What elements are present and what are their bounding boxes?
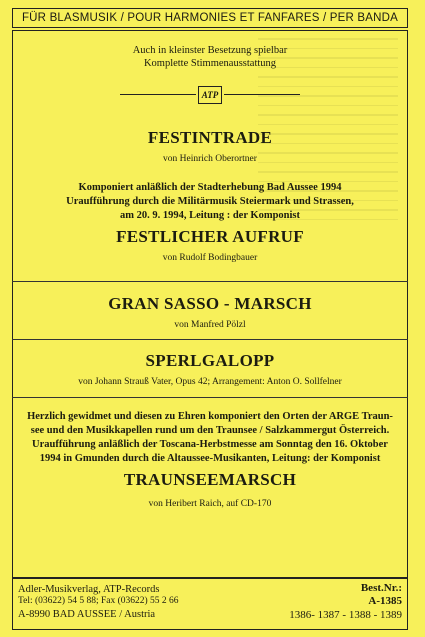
order-label: Best.Nr.:	[360, 582, 402, 594]
publisher-name: Adler-Musikverlag, ATP-Records	[18, 584, 160, 595]
note-line: Uraufführung durch die Militärmusik Steiermark und Strassen,	[66, 196, 354, 207]
note-line: Komponiert anläßlich der Stadterhebung Bad Aussee 1994	[78, 182, 342, 193]
order-range: 1386- 1387 - 1388 - 1389	[289, 609, 402, 621]
work-composer-festlicher-aufruf: von Rudolf Bodingbauer	[162, 253, 258, 263]
logo-rule-left	[120, 94, 196, 95]
note-line: Uraufführung anläßlich der Toscana-Herbstmesse am Sonntag den 16. Oktober	[32, 439, 388, 450]
intro-line-2: Komplette Stimmenausstattung	[143, 58, 277, 69]
publisher-info	[18, 584, 179, 621]
work-title-gran-sasso: GRAN SASSO - MARSCH	[108, 294, 312, 313]
work-title-festlicher-aufruf: FESTLICHER AUFRUF	[116, 227, 304, 246]
work-composer-sperlgalopp: von Johann Strauß Vater, Opus 42; Arrangement: Anton O. Sollfelner	[78, 377, 342, 387]
note-line: see und den Musikkapellen rund um den Traunsee / Salzkammergut Österreich.	[30, 425, 390, 436]
work-title-sperlgalopp: SPERLGALOPP	[145, 351, 275, 370]
order-number: A-1385	[368, 594, 402, 607]
separator	[12, 339, 408, 340]
note-line: am 20. 9. 1994, Leitung : der Komponist	[119, 210, 301, 221]
separator	[12, 397, 408, 398]
banner: FÜR BLASMUSIK / POUR HARMONIES ET FANFARES / PER BANDA	[12, 8, 408, 28]
work-composer-gran-sasso: von Manfred Pölzl	[174, 320, 246, 330]
work-title-traunseemarsch: TRAUNSEEMARSCH	[123, 470, 297, 489]
publisher-address: A-8990 BAD AUSSEE / Austria	[18, 609, 156, 620]
intro-line-1: Auch in kleinster Besetzung spielbar	[132, 45, 288, 56]
publisher-phone: Tel: (03622) 54 5 88; Fax (03622) 55 2 66	[18, 595, 179, 606]
logo-rule-right	[224, 94, 300, 95]
note-line: Herzlich gewidmet und diesen zu Ehren komponiert den Orten der ARGE Traun-	[27, 411, 393, 422]
work-title-festintrade: FESTINTRADE	[147, 128, 273, 147]
order-info	[270, 582, 402, 622]
note-line: 1994 in Gmunden durch die Altaussee-Musikanten, Leitung: der Komponist	[39, 453, 381, 464]
separator	[12, 281, 408, 282]
publisher-logo: ATP	[198, 86, 222, 104]
work-composer-traunseemarsch: von Heribert Raich, auf CD-170	[148, 499, 272, 509]
work-composer-festintrade: von Heinrich Oberortner	[163, 154, 257, 164]
